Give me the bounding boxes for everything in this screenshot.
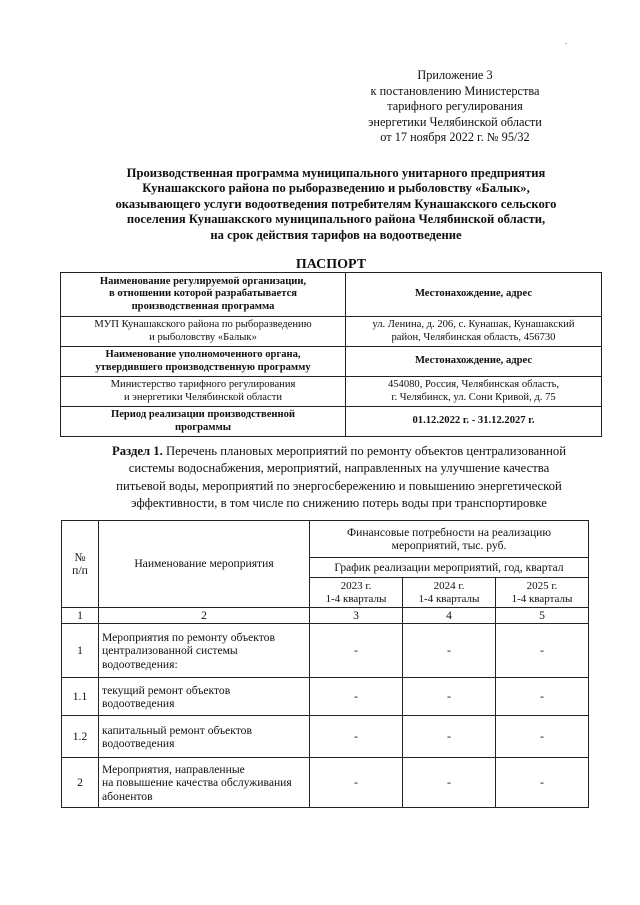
cell-line: №: [74, 550, 86, 564]
cell-line: абонентов: [102, 789, 153, 803]
row-number: 2: [62, 758, 99, 808]
cell-line: 1-4 кварталы: [418, 592, 480, 605]
corner-mark: .: [565, 36, 568, 46]
column-number: 3: [310, 608, 403, 624]
passport-cell: [346, 273, 602, 317]
title-line: Производственная программа муниципального унитарного предприятия: [126, 166, 546, 180]
cell-line: Наименование регулируемой организации,: [99, 275, 307, 287]
cell-line: водоотведения: [102, 696, 175, 710]
cell-line: 2024 г.: [433, 579, 465, 592]
appendix-line: тарифного регулирования: [387, 99, 523, 113]
passport-row: [61, 377, 602, 407]
row-value: -: [495, 716, 588, 758]
row-number: 1: [62, 624, 99, 678]
passport-row: [61, 407, 602, 437]
table-row: [62, 624, 589, 678]
cell-line: ул. Ленина, д. 206, с. Кунашак, Кунашакский: [372, 319, 575, 330]
header-year: [495, 578, 588, 608]
document-title: [80, 166, 592, 243]
row-number: 1.2: [62, 716, 99, 758]
cell-line: Местонахождение, адрес: [414, 288, 533, 300]
row-value: -: [310, 624, 403, 678]
header-row: [62, 521, 589, 558]
passport-row: [61, 317, 602, 347]
section-line: системы водоснабжения, мероприятий, направленных на улучшение качества: [128, 461, 550, 476]
header-finance: [310, 521, 589, 558]
cell-line: 01.12.2022 г. - 31.12.2027 г.: [412, 415, 535, 427]
column-number: 4: [402, 608, 495, 624]
passport-cell: [61, 347, 346, 377]
passport-heading: ПАСПОРТ: [295, 257, 367, 272]
cell-line: на повышение качества обслуживания: [102, 776, 292, 790]
passport-cell: [61, 317, 346, 347]
passport-cell: [346, 317, 602, 347]
passport-cell: [346, 407, 602, 437]
cell-line: Финансовые потребности на реализацию: [346, 525, 552, 539]
works-table: [61, 520, 589, 808]
section-line: эффективности, в том числе по снижению потерь воды при транспортировке: [131, 495, 547, 510]
cell-line: мероприятий, тыс. руб.: [391, 539, 507, 552]
passport-cell: [61, 377, 346, 407]
section-text: Перечень плановых мероприятий по ремонту объектов централизованной: [162, 444, 566, 458]
row-name: [99, 678, 310, 716]
cell-line: 454080, Россия, Челябинская область,: [387, 379, 560, 390]
row-number: 1.1: [62, 678, 99, 716]
cell-line: 2023 г.: [340, 579, 372, 592]
header-name: Наименование мероприятия: [99, 521, 310, 608]
cell-line: водоотведения:: [102, 657, 178, 671]
row-name: [99, 758, 310, 808]
header-year: [310, 578, 403, 608]
column-number: 5: [495, 608, 588, 624]
passport-cell: [346, 377, 602, 407]
cell-line: Мероприятия по ремонту объектов: [102, 630, 275, 644]
title-line: на срок действия тарифов на водоотведение: [210, 227, 462, 242]
appendix-block: [335, 68, 575, 146]
row-name: [99, 624, 310, 678]
cell-line: централизованной системы: [102, 644, 238, 658]
cell-line: г. Челябинск, ул. Сони Кривой, д. 75: [391, 391, 556, 403]
title-line: Кунашакского района по рыборазведению и рыболовству «Балык»,: [142, 181, 530, 196]
section-heading: [76, 443, 602, 512]
cell-line: в отношении которой разрабатывается: [108, 288, 298, 300]
cell-line: программы: [175, 421, 231, 433]
section-line: питьевой воды, мероприятий по энергосбережению и повышению энергетической: [116, 478, 562, 493]
cell-line: Министерство тарифного регулирования: [110, 379, 296, 390]
row-value: -: [310, 678, 403, 716]
row-value: -: [495, 758, 588, 808]
header-schedule: График реализации мероприятий, год, квартал: [310, 558, 589, 578]
title-line: оказывающего услуги водоотведения потребителям Кунашакского сельского: [115, 196, 557, 211]
column-number: 2: [99, 608, 310, 624]
cell-line: Местонахождение, адрес: [414, 355, 533, 367]
row-value: -: [402, 678, 495, 716]
passport-row: [61, 347, 602, 377]
appendix-line: к постановлению Министерства: [370, 83, 540, 98]
row-value: -: [310, 758, 403, 808]
cell-line: утвердившего производственную программу: [95, 361, 311, 373]
cell-line: и рыболовству «Балык»: [149, 331, 257, 343]
table-row: [62, 758, 589, 808]
cell-line: текущий ремонт объектов: [102, 683, 231, 697]
cell-line: водоотведения: [102, 736, 175, 750]
row-value: -: [402, 624, 495, 678]
row-value: -: [402, 758, 495, 808]
row-value: -: [495, 624, 588, 678]
passport-row: [61, 273, 602, 317]
cell-line: Период реализации производственной: [110, 409, 296, 420]
appendix-line: Приложение 3: [417, 68, 493, 82]
cell-line: п/п: [72, 564, 88, 577]
cell-line: 1-4 кварталы: [325, 592, 387, 605]
cell-line: 2025 г.: [526, 579, 558, 592]
row-value: -: [310, 716, 403, 758]
cell-line: район, Челябинская область, 456730: [391, 331, 556, 343]
section-line: [76, 443, 602, 460]
appendix-line: энергетики Челябинской области: [368, 114, 542, 129]
row-value: -: [402, 716, 495, 758]
cell-line: и энергетики Челябинской области: [123, 391, 283, 403]
cell-line: производственная программа: [131, 300, 275, 312]
passport-cell: [346, 347, 602, 377]
column-number: 1: [62, 608, 99, 624]
section-label: Раздел 1.: [112, 444, 163, 458]
row-value: -: [495, 678, 588, 716]
cell-line: МУП Кунашакского района по рыборазведению: [94, 319, 312, 330]
passport-table: [60, 272, 602, 437]
passport-cell: [61, 407, 346, 437]
appendix-line: от 17 ноября 2022 г. № 95/32: [380, 130, 530, 144]
header-num: [62, 521, 99, 608]
title-line: поселения Кунашакского муниципального района Челябинской области,: [126, 212, 546, 227]
column-number-row: [62, 608, 589, 624]
table-row: [62, 716, 589, 758]
cell-line: Мероприятия, направленные: [102, 762, 245, 776]
header-year: [402, 578, 495, 608]
row-name: [99, 716, 310, 758]
cell-line: капитальный ремонт объектов: [102, 723, 252, 737]
cell-line: 1-4 кварталы: [511, 592, 573, 605]
cell-line: Наименование уполномоченного органа,: [105, 349, 301, 360]
table-row: [62, 678, 589, 716]
passport-cell: [61, 273, 346, 317]
